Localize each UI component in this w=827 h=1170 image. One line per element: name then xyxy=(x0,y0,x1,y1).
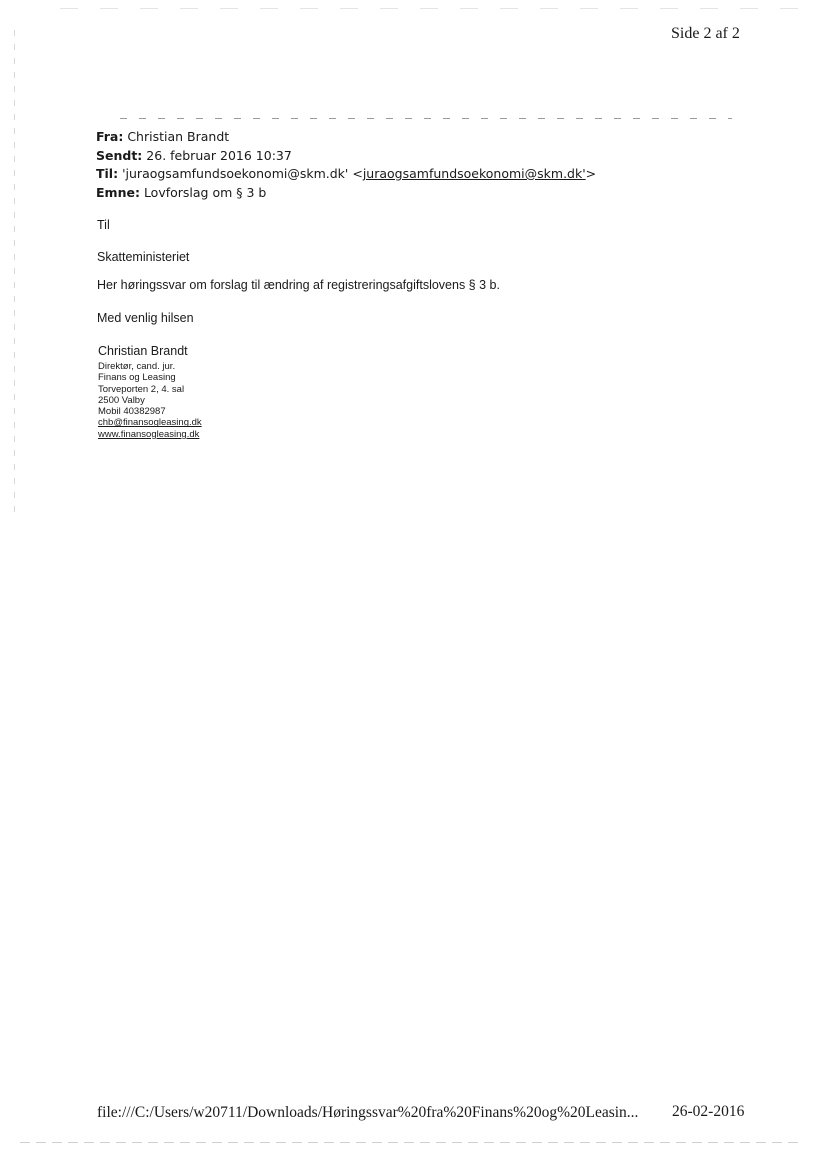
to-name: 'juraogsamfundsoekonomi@skm.dk' xyxy=(122,166,349,181)
scan-edge-top xyxy=(60,8,800,9)
to-address-link[interactable]: juraogsamfundsoekonomi@skm.dk' xyxy=(362,166,586,181)
message-text: Her høringssvar om forslag til ændring af registreringsafgiftslovens § 3 b. xyxy=(97,278,500,292)
to-open-bracket: < xyxy=(352,166,363,181)
subject-line xyxy=(96,184,596,203)
sent-value: 26. februar 2016 10:37 xyxy=(146,147,292,163)
sent-line xyxy=(96,147,596,166)
signature-city: 2500 Valby xyxy=(98,394,145,406)
signature-name: Christian Brandt xyxy=(98,344,188,358)
signature-email-link[interactable]: chb@finansogleasing.dk xyxy=(98,417,202,429)
to-line xyxy=(96,165,596,184)
signature-company: Finans og Leasing xyxy=(98,372,176,384)
recipient-text: Skatteministeriet xyxy=(97,250,190,264)
page-number: Side 2 af 2 xyxy=(671,25,740,42)
scan-edge-bottom xyxy=(20,1142,800,1143)
email-header xyxy=(96,128,596,202)
header-divider xyxy=(120,118,732,119)
scan-edge-left xyxy=(14,30,15,520)
closing-text: Med venlig hilsen xyxy=(97,311,194,325)
from-line xyxy=(96,128,596,147)
subject-value: Lovforslag om § 3 b xyxy=(143,184,267,200)
from-value: Christian Brandt xyxy=(127,129,230,144)
signature-phone: Mobil 40382987 xyxy=(98,406,166,418)
signature-title: Direktør, cand. jur. xyxy=(98,361,176,372)
footer-file-path: file:///C:/Users/w20711/Downloads/Høringssvar%20fra%20Finans%20og%20Leasin... xyxy=(97,1104,639,1121)
signature-website-link[interactable]: www.finansogleasing.dk xyxy=(98,428,200,440)
to-close-bracket: > xyxy=(585,166,597,181)
greeting-text: Til xyxy=(97,218,110,232)
signature-street: Torveporten 2, 4. sal xyxy=(98,383,185,395)
sent-label: Sendt: xyxy=(96,147,143,163)
footer-print-date: 26-02-2016 xyxy=(672,1103,745,1120)
subject-label: Emne: xyxy=(96,184,140,200)
from-label: Fra: xyxy=(96,129,124,144)
to-label: Til: xyxy=(96,166,119,181)
signature-block xyxy=(98,361,202,440)
